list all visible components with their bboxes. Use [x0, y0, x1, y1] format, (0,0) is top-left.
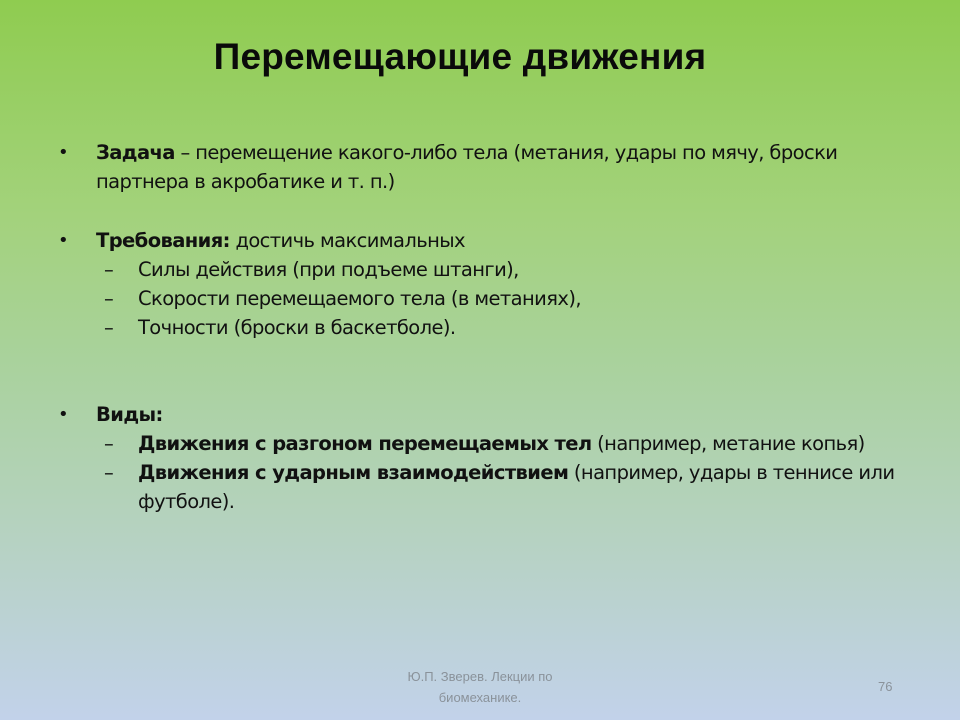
- slide-title: Перемещающие движения: [213, 36, 707, 77]
- footer-author: [380, 666, 580, 708]
- bullet-requirements: [58, 226, 898, 255]
- bullet-label: Виды:: [96, 403, 163, 426]
- sub-item-text: Точности (броски в баскетболе).: [138, 316, 456, 339]
- bullet-icon: •: [58, 404, 69, 425]
- bullet-icon: •: [58, 230, 69, 251]
- dash-icon: –: [104, 287, 114, 310]
- sub-item: [58, 458, 898, 516]
- sub-item: [58, 284, 898, 313]
- sub-item: [58, 313, 898, 342]
- sub-item: [58, 429, 898, 458]
- footer-line-2: биомеханике.: [438, 690, 522, 705]
- dash-icon: –: [104, 316, 114, 339]
- bullet-icon: •: [58, 142, 69, 163]
- sub-item-bold: Движения с ударным взаимодействием: [138, 461, 569, 484]
- bullet-task: [58, 138, 898, 196]
- slide-content: [58, 138, 898, 516]
- bullet-label: Задача: [96, 141, 175, 164]
- bullet-label: Требования:: [96, 229, 230, 252]
- dash-icon: –: [104, 258, 114, 281]
- sub-item-text: (например, метание копья): [591, 432, 865, 455]
- bullet-text: достичь максимальных: [229, 229, 465, 252]
- sub-item-text: (например, удары в теннисе или футболе).: [138, 461, 895, 513]
- bullet-text: – перемещение какого-либо тела (метания, удары по мячу, броски партнера в акробатике и т. п.): [96, 141, 838, 193]
- page-number: 76: [878, 679, 893, 694]
- sub-item-text: Скорости перемещаемого тела (в метаниях),: [138, 287, 581, 310]
- footer-line-1: Ю.П. Зверев. Лекции по: [407, 669, 553, 684]
- sub-item: [58, 255, 898, 284]
- dash-icon: –: [104, 461, 114, 484]
- bullet-types: [58, 400, 898, 429]
- sub-item-text: Силы действия (при подъеме штанги),: [138, 258, 519, 281]
- sub-item-bold: Движения с разгоном перемещаемых тел: [138, 432, 592, 455]
- dash-icon: –: [104, 432, 114, 455]
